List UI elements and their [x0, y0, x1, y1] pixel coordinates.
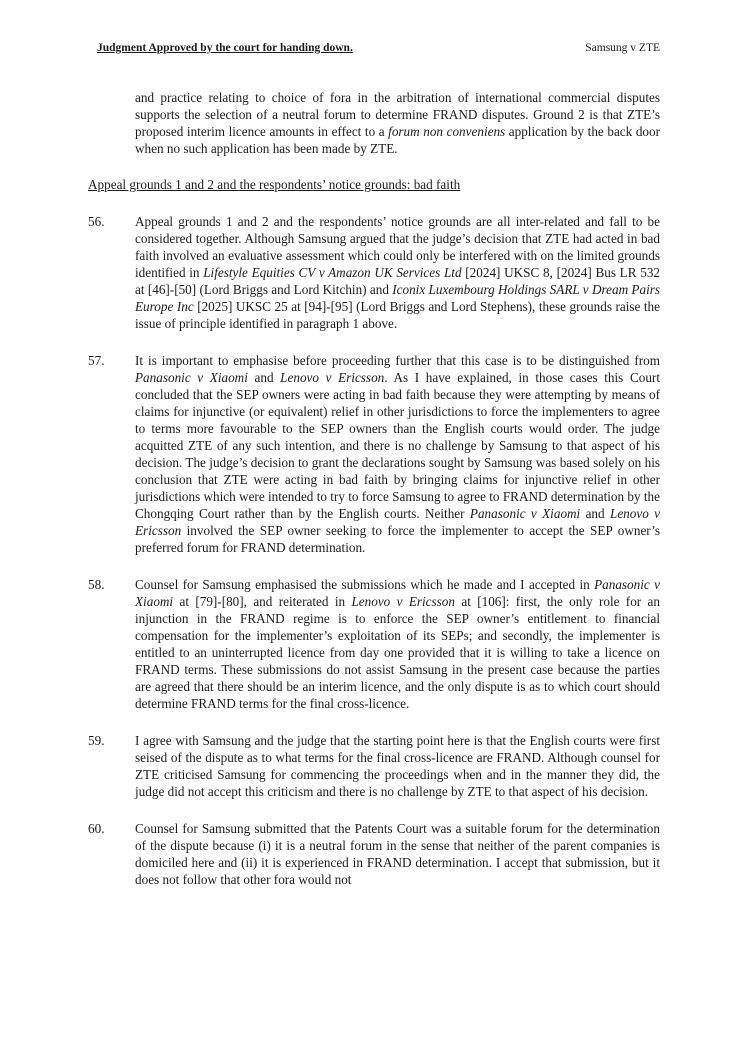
- paragraph-text: Appeal grounds 1 and 2 and the respondents’ notice grounds are all inter-related and fall to be considered together. Although Samsung argued that the judge’s decision that ZTE had acted in bad faith involved an evaluative assessment which could only be interfered with on the limited grounds identified in Lifestyle Equities CV v Amazon UK Services Ltd [2024] UKSC 8, [2024] Bus LR 532 at [46]-[50] (Lord Briggs and Lord Kitchin) and Iconix Luxembourg Holdings SARL v Dream Pairs Europe Inc [2025] UKSC 25 at [94]-[95] (Lord Briggs and Lord Stephens), these grounds raise the issue of principle identified in paragraph 1 above.: [135, 214, 661, 331]
- paragraph-number: 57.: [88, 353, 105, 368]
- paragraph-number: 59.: [88, 733, 105, 748]
- paragraph-text: I agree with Samsung and the judge that the starting point here is that the English courts were first seised of the dispute as to what terms for the final cross-licence are FRAND. Although counsel for ZTE criticised Samsung for commencing the proceedings when and in the manner they did, the judge did not accept this criticism and there is no challenge by ZTE to that aspect of his decision.: [135, 733, 660, 799]
- page-header: [97, 41, 660, 55]
- header-case-name: Samsung v ZTE: [585, 42, 660, 54]
- paragraph-number: 60.: [88, 821, 105, 836]
- paragraph-text: It is important to emphasise before proceeding further that this case is to be distinguished from Panasonic v Xiaomi and Lenovo v Ericsson. As I have explained, in those cases this Court concluded that the SEP owners were acting in bad faith because they were attempting by means of claims for injunctive (or equivalent) relief in other jurisdictions to force the implementers to agree to terms more favourable to the SEP owners than the English courts would order. The judge acquitted ZTE of any such intention, and there is no challenge by Samsung to that aspect of his decision. The judge’s decision to grant the declarations sought by Samsung was based solely on his conclusion that ZTE were acting in bad faith by bringing claims for injunctive relief in other jurisdictions which were intended to try to force Samsung to agree to FRAND determination by the Chongqing Court rather than by the English courts. Neither Panasonic v Xiaomi and Lenovo v Ericsson involved the SEP owner seeking to force the implementer to accept the SEP owner’s preferred forum for FRAND determination.: [135, 353, 661, 555]
- paragraph-number: 58.: [88, 577, 105, 592]
- judgment-paragraph: [88, 213, 660, 332]
- document-body: [88, 89, 660, 888]
- header-approval-notice: Judgment Approved by the court for handing down.: [97, 42, 353, 54]
- paragraph-text: Counsel for Samsung emphasised the submissions which he made and I accepted in Panasonic v Xiaomi at [79]-[80], and reiterated in Lenovo v Ericsson at [106]: first, the only role for an injunction in the FRAND regime is to enforce the SEP owner’s entitlement to financial compensation for the implementer’s exploitation of its SEPs; and secondly, the implementer is entitled to an uninterrupted licence from day one provided that it is willing to take a licence on FRAND terms. These submissions do not assist Samsung in the present case because the parties are agreed that there should be an interim licence, and the only dispute is as to which court should determine FRAND terms for the final cross-licence.: [135, 577, 660, 711]
- section-heading: Appeal grounds 1 and 2 and the respondents’ notice grounds: bad faith: [88, 177, 461, 192]
- judgment-paragraph: [88, 820, 660, 888]
- judgment-paragraph: [88, 732, 660, 800]
- continuation-paragraph: and practice relating to choice of fora in the arbitration of international commercial disputes supports the selection of a neutral forum to determine FRAND disputes. Ground 2 is that ZTE’s proposed interim licence amounts in effect to a forum non conveniens application by the back door when no such application has been made by ZTE.: [135, 90, 660, 156]
- judgment-paragraph: [88, 352, 660, 556]
- paragraph-number: 56.: [88, 214, 105, 229]
- numbered-paragraphs: [88, 213, 660, 888]
- paragraph-text: Counsel for Samsung submitted that the Patents Court was a suitable forum for the determination of the dispute because (i) it is a neutral forum in the sense that neither of the parent companies is domiciled here and (ii) it is experienced in FRAND determination. I accept that submission, but it does not follow that other fora would not: [135, 821, 660, 887]
- judgment-paragraph: [88, 576, 660, 712]
